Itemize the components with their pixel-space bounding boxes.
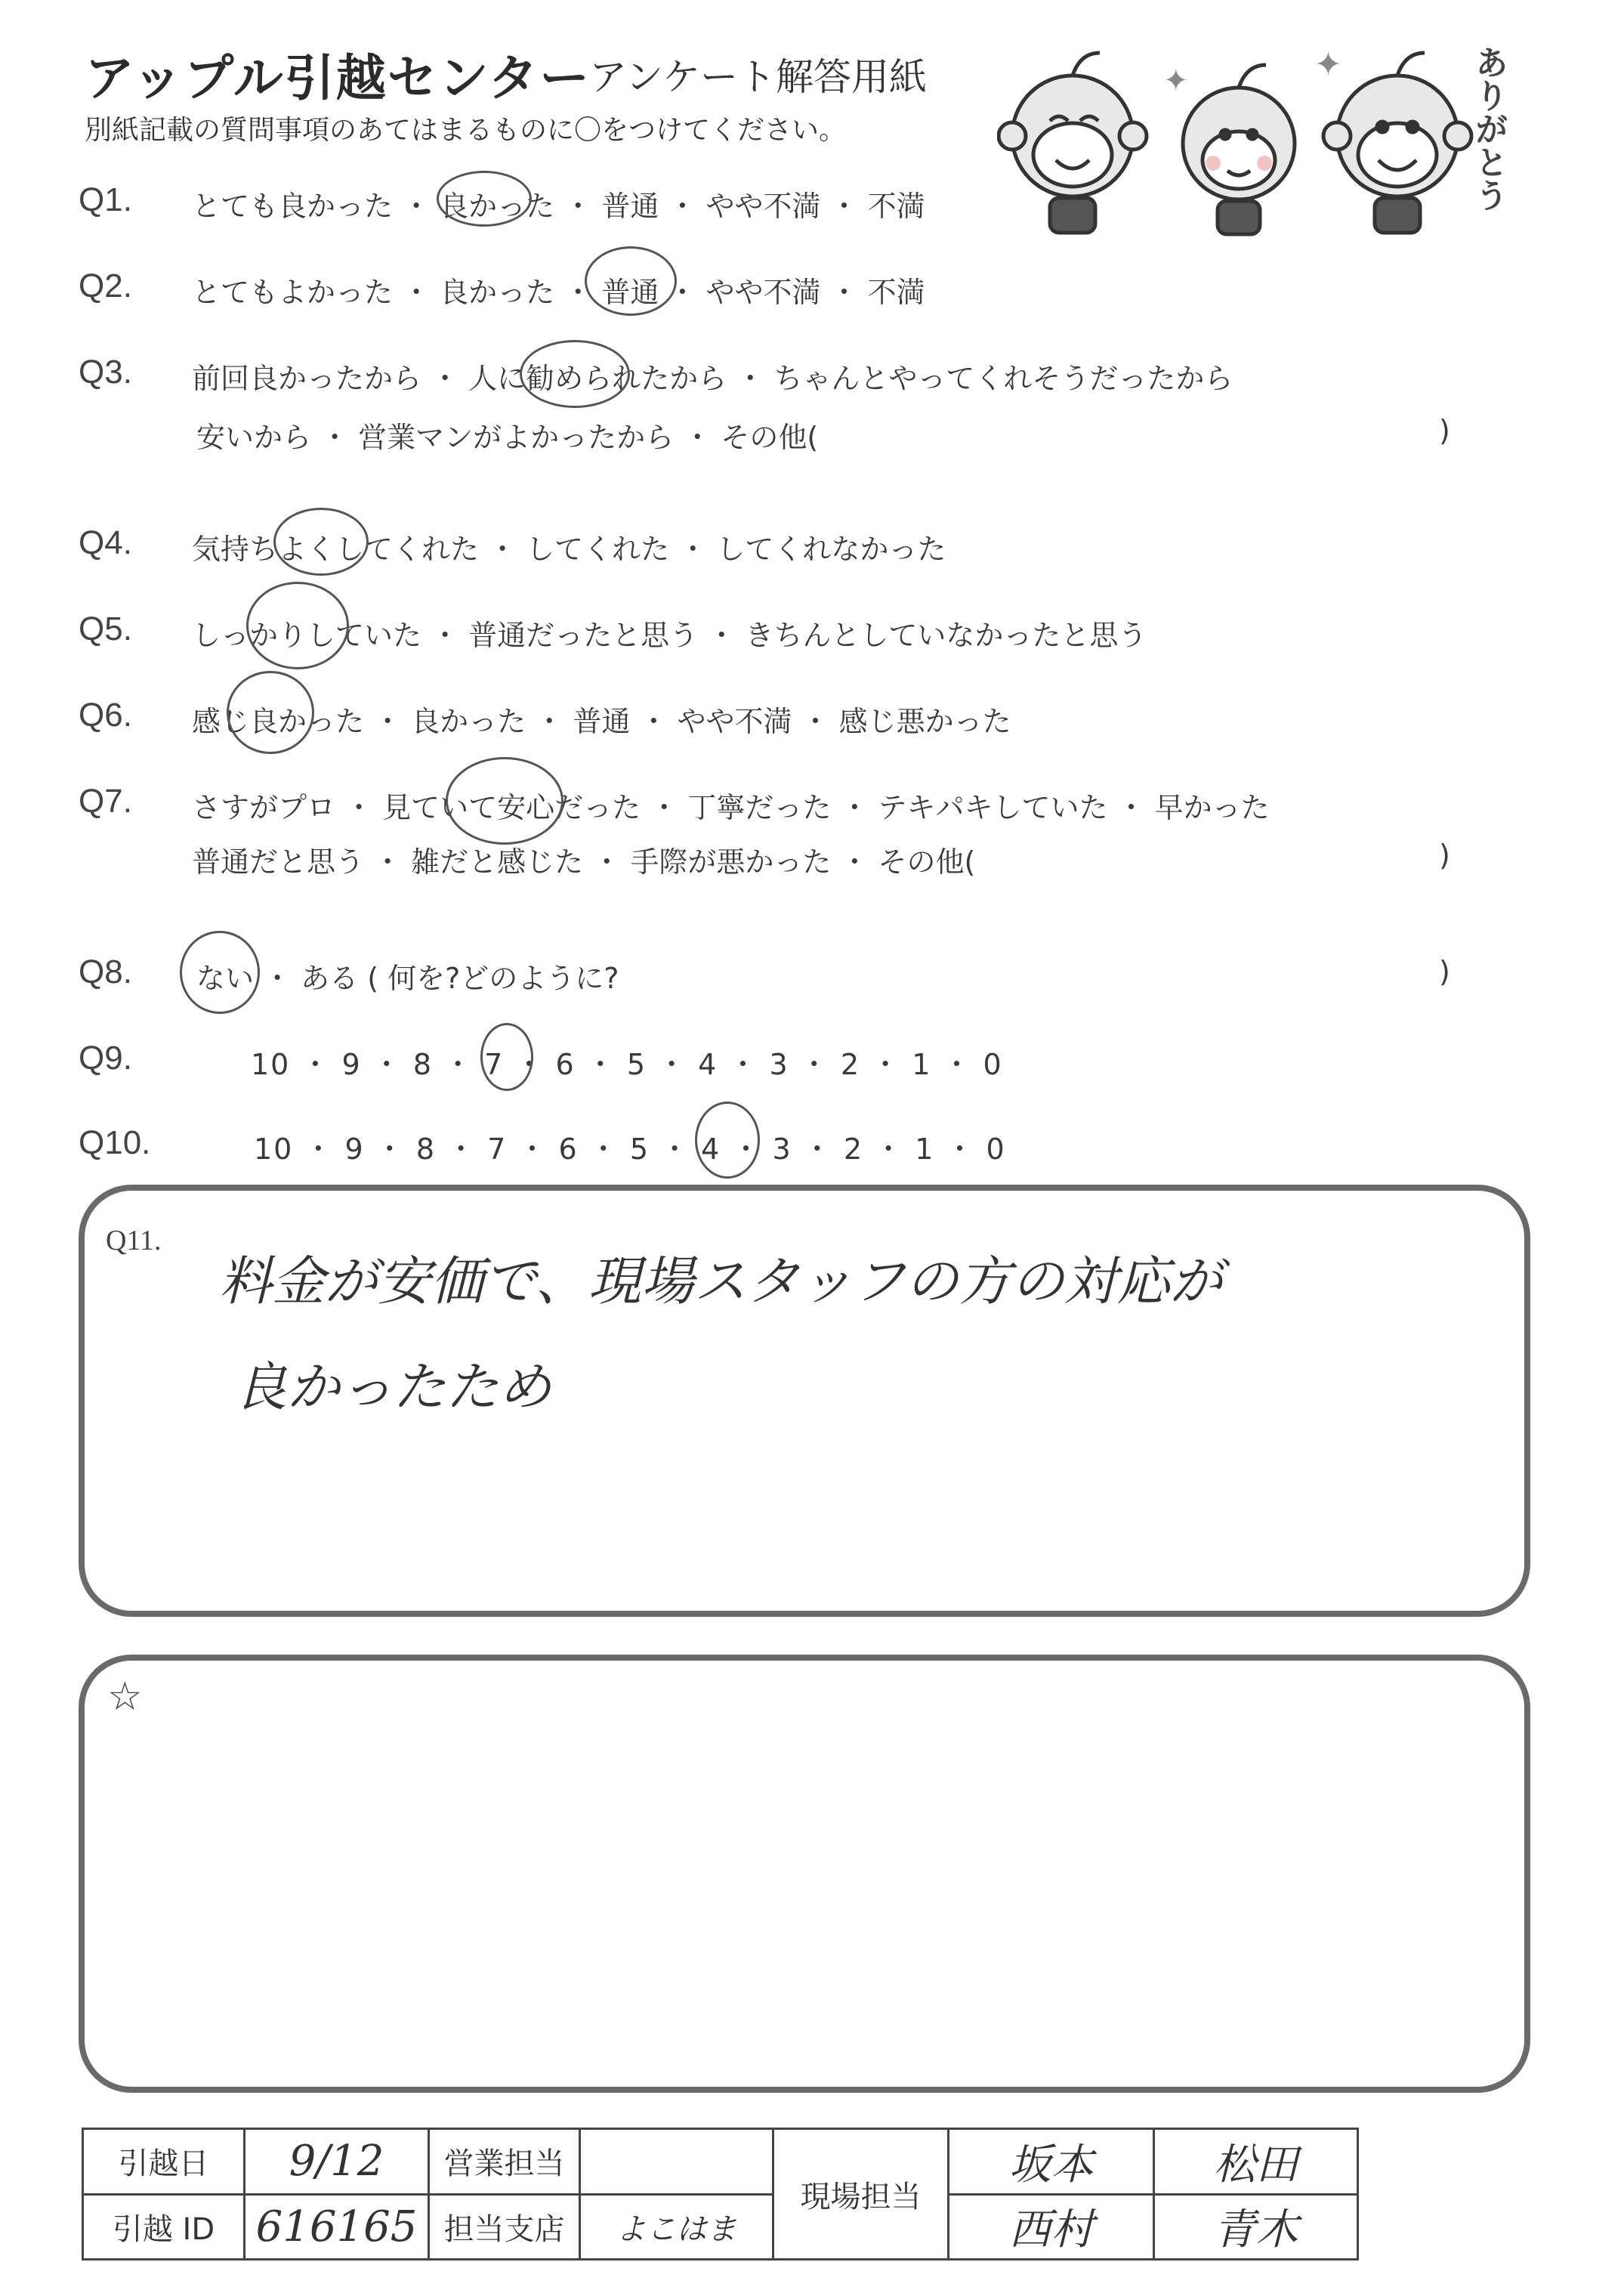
q7-answer-circle: [446, 757, 563, 845]
svg-text:✦: ✦: [1163, 63, 1189, 98]
q10-number: Q10.: [79, 1124, 151, 1161]
q1-number: Q1.: [79, 181, 132, 218]
footer-spacer: [1358, 2129, 1533, 2195]
form-subtitle: アンケート解答用紙: [589, 55, 927, 99]
q1-options: とても良かった ・ 良かった ・ 普通 ・ やや不満 ・ 不満: [192, 190, 925, 223]
q10-scale: 10 ・ 9 ・ 8 ・ 7 ・ 6 ・ 5 ・ 4 ・ 3 ・ 2 ・ 1 ・ 0: [254, 1133, 1006, 1166]
star-icon: ☆: [107, 1674, 143, 1720]
branch-label: 担当支店: [429, 2194, 580, 2260]
q1-answer-circle: [437, 171, 532, 227]
move-date-label: 引越日: [83, 2129, 245, 2195]
q6-answer-circle: [227, 671, 314, 754]
q3-number: Q3.: [79, 354, 132, 391]
q7-number: Q7.: [79, 783, 132, 820]
q11-handwritten-line2: 良かったため: [234, 1356, 551, 1418]
q7-options-line2: 普通だと思う ・ 雑だと感じた ・ 手際が悪かった ・ その他(: [192, 845, 976, 879]
q3-options-line2: 安いから ・ 営業マンがよかったから ・ その他(: [196, 421, 819, 454]
q8-options: ない ・ ある ( 何を?どのように?: [196, 962, 619, 995]
q9-answer-circle: [480, 1023, 533, 1091]
q2-number: Q2.: [79, 267, 132, 304]
sales-label: 営業担当: [429, 2129, 580, 2195]
field-staff-label: 現場担当: [773, 2129, 949, 2260]
q4-number: Q4.: [79, 524, 132, 561]
q3-close-paren: ): [1439, 414, 1450, 447]
q8-number: Q8.: [79, 953, 132, 990]
q6-number: Q6.: [79, 697, 132, 734]
field-staff-1: 坂本: [949, 2129, 1154, 2195]
q8-answer-circle: [180, 931, 260, 1014]
move-id-value: 616165: [245, 2194, 429, 2260]
comment-box: [79, 1655, 1530, 2093]
q3-options-line1: 前回良かったから ・ 人に勧められたから ・ ちゃんとやってくれそうだったから: [192, 362, 1233, 395]
thanks-vertical-text: ありがとう: [1469, 45, 1508, 212]
q5-options: しっかりしていた ・ 普通だったと思う ・ きちんとしていなかったと思う: [192, 619, 1147, 652]
q5-answer-circle: [246, 582, 349, 669]
q7-close-paren: ): [1439, 839, 1450, 872]
staff-info-table: [82, 2128, 1534, 2261]
q9-number: Q9.: [79, 1040, 132, 1077]
field-staff-4: 青木: [1154, 2194, 1358, 2260]
q4-answer-circle: [273, 508, 369, 576]
q7-options-line1: さすがプロ ・ 見ていて安心だった ・ 丁寧だった ・ テキパキしていた ・ 早かった: [192, 791, 1270, 824]
q2-options: とてもよかった ・ 良かった ・ 普通 ・ やや不満 ・ 不満: [192, 276, 925, 309]
form-instruction: 別紙記載の質問事項のあてはまるものに〇をつけてください。: [85, 115, 847, 146]
q2-answer-circle: [585, 246, 677, 316]
form-title: アップル引越センター: [85, 49, 591, 107]
mascot-illustration: [997, 30, 1480, 242]
field-staff-2: 松田: [1154, 2129, 1358, 2195]
move-date-value: 9/12: [245, 2129, 429, 2195]
q11-label: Q11.: [106, 1225, 162, 1256]
branch-value: よこはま: [580, 2194, 773, 2260]
q8-close-paren: ): [1439, 955, 1450, 988]
footer-spacer-2: [1358, 2194, 1533, 2260]
q10-answer-circle: [695, 1102, 760, 1179]
q6-options: 感じ良かった ・ 良かった ・ 普通 ・ やや不満 ・ 感じ悪かった: [192, 705, 1011, 738]
field-staff-3: 西村: [949, 2194, 1154, 2260]
q9-scale: 10 ・ 9 ・ 8 ・ 7 ・ 6 ・ 5 ・ 4 ・ 3 ・ 2 ・ 1 ・ 0: [251, 1048, 1003, 1081]
svg-text:✦: ✦: [1314, 45, 1342, 84]
move-id-label: 引越 ID: [83, 2194, 245, 2260]
q4-options: 気持ちよくしてくれた ・ してくれた ・ してくれなかった: [192, 533, 946, 566]
q11-handwritten-line1: 料金が安価で、現場スタッフの方の対応が: [219, 1250, 1223, 1312]
sales-value: [580, 2129, 773, 2195]
q3-answer-circle: [520, 340, 630, 408]
q5-number: Q5.: [79, 610, 132, 647]
